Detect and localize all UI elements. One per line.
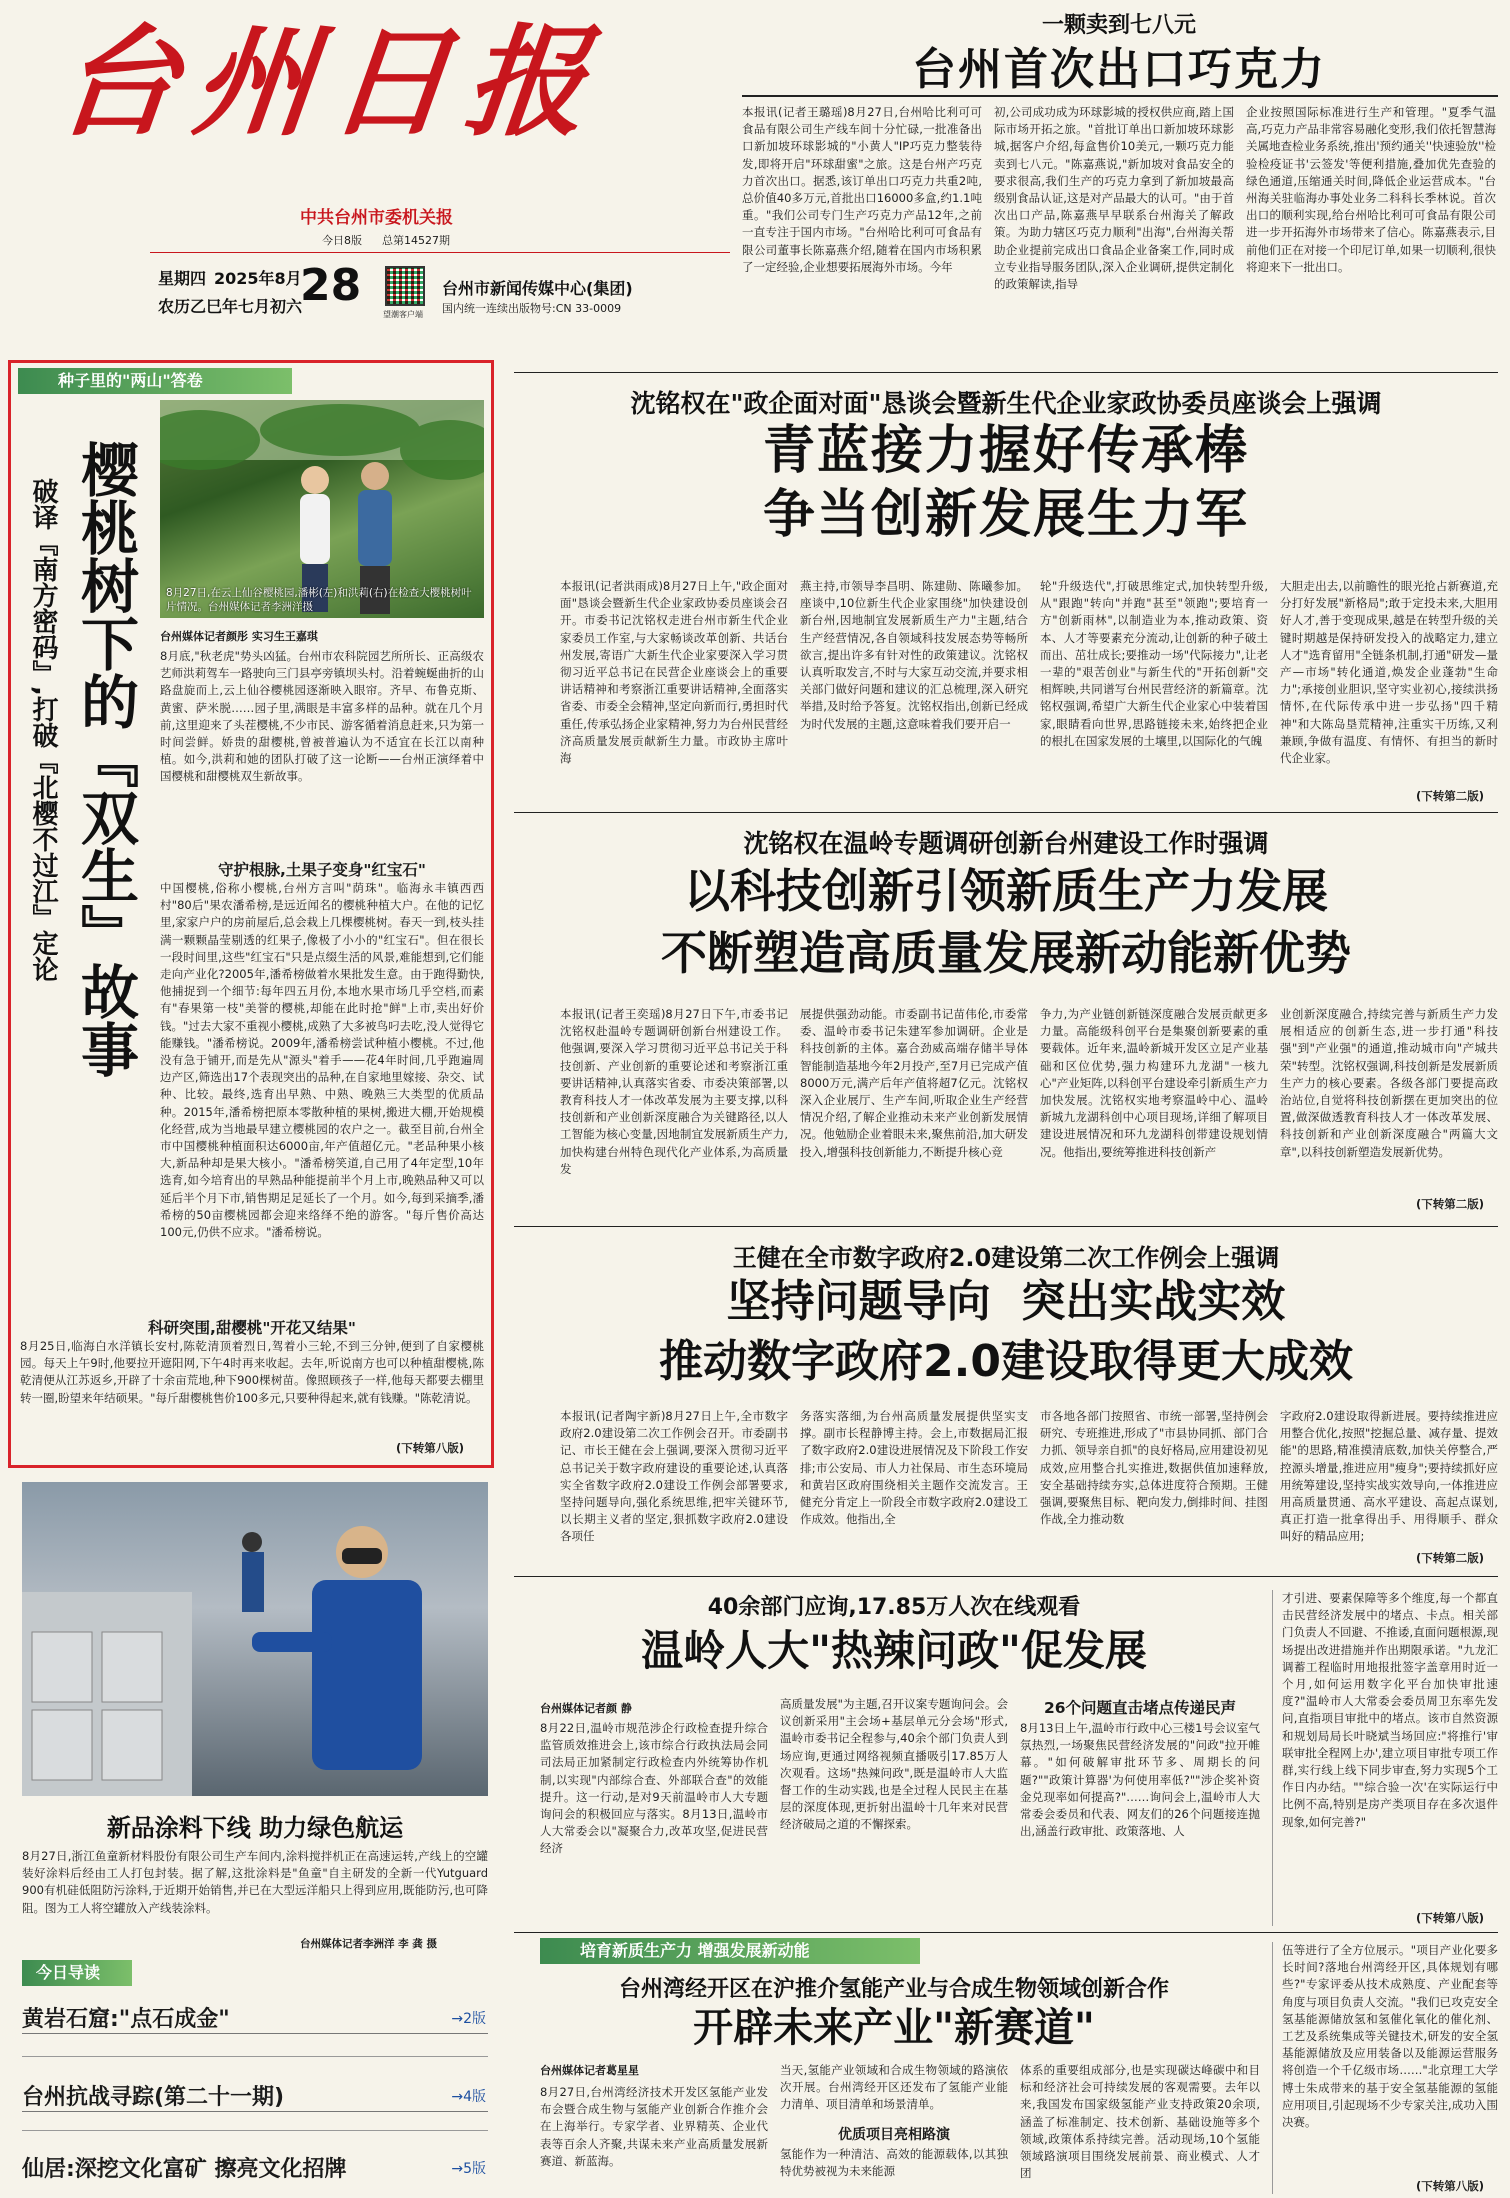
story6-banner: 培育新质生产力 增强发展新动能 <box>540 1938 920 1964</box>
issn: 国内统一连续出版物号:CN 33-0009 <box>442 302 622 315</box>
story6-col-2b: 氢能作为一种清洁、高效的能源载体,以其独特优势被视为未来能源 <box>780 2147 1008 2179</box>
story5-col-2: 高质量发展"为主题,召开议案专题询问会。会议创新采用"主会场+基层单元分会场"形式,温岭市委书记全程参与,40余个部门负责人到场应询,更通过网络视频直播吸引17.85万人次观看。这场"热辣问政",既是温岭市人大监督工作的生动实践,也是全过程人民民主在基层的深度体现,更折射出温岭十几年来对民营经济破局之道的不懈探索。 <box>780 1697 1008 1832</box>
left-feature-continued[interactable]: (下转第八版) <box>396 1441 465 1455</box>
guide-item[interactable] <box>22 1994 488 2034</box>
cherry-orchard-photo[interactable] <box>160 400 484 618</box>
top-story-col-3: 企业按照国际标准进行生产和管理。"夏季气温高,巧克力产品非常容易融化变形,我们依托智慧海关属地查检业务系统,推出'预约通关''快速验放''检验检疫证书'云签发'等便利措施,叠加优先查验的绿色通道,压缩通关时间,降低企业运营成本。"台州海关驻临海办事处业务二科科长季林说。首次出口的顺利实现,给台州哈比利可可食品有限公司进一步开拓海外市场带来了信心。陈嘉燕表示,目前他们正在对接一个印尼订单,如果一切顺利,很快将迎来下一批出口。 <box>1246 105 1496 274</box>
section2-title: 科研突围,甜樱桃"开花又结果" <box>147 1319 357 1337</box>
guide-item-page[interactable]: →5版 <box>451 2161 486 2177</box>
story2-col-4: 大胆走出去,以前瞻性的眼光抢占新赛道,充分打好发展"新格局";敢于定投未来,大胆用好人才,善于变现成果,越是在转型升级的关键时期越是保持研发投入的战略定力,建立人才"选育留用"全链条机制,打通"研发—量产—市场"转化通道,焕发企业蓬勃"生命力";承接创业胆识,坚守实业初心,接续洪扬情怀,在代际传承中进一步弘扬"四千精神"和大陈岛垦荒精神,注重实干历练,又利兼顾,争做有温度、有情怀、有担当的新时代企业家。 <box>1280 579 1498 766</box>
weekday: 星期四 <box>158 269 207 288</box>
story3-continued[interactable]: (下转第二版) <box>1416 1197 1485 1211</box>
left-feature-banner: 种子里的"两山"答卷 <box>18 368 292 394</box>
publisher: 台州市新闻传媒中心(集团) <box>442 279 633 298</box>
masthead-title: 台州日报 <box>50 14 610 153</box>
story6-continued[interactable]: (下转第八版) <box>1416 2179 1485 2193</box>
section1-title: 守护根脉,土果子变身"红宝石" <box>217 861 427 879</box>
factory-scene-illustration <box>22 1482 488 1796</box>
top-story-col-2: 初,公司成功成为环球影城的授权供应商,踏上国际市场开拓之旅。"首批订单出口新加坡环球影城,据客户介绍,每盒售价10美元,一颗巧克力能卖到七八元。"陈嘉燕说,"新加坡对食品安全的要求很高,我们生产的巧克力拿到了新加坡最高级别食品认证,这是对产品最大的认可。"由于首次出口产品,陈嘉燕早早联系台州海关了解政策。为助力辖区巧克力顺利"出海",台州海关帮助企业提前完成出口食品企业备案工作,同时成立专业指导服务团队,深入企业调研,提供定制化的政策解读,指导 <box>994 105 1234 292</box>
story3-col-4: 业创新深度融合,持续完善与新质生产力发展相适应的创新生态,进一步打通"科技强"到"产业强"的通道,推动城市向"产城共荣"转型。沈铭权强调,科技创新是发展新质生产力的核心要素。各级各部门要提高政治站位,自觉将科技创新摆在更加突出的位置,做深做透教育科技人才一体改革发展、科技创新和产业创新深度融合"两篇大文章",以科技创新塑造发展新优势。 <box>1280 1007 1498 1159</box>
story5-headline: 温岭人大"热辣问政"促发展 <box>641 1626 1147 1675</box>
story4-col-4: 字政府2.0建设取得新进展。要持续推进应用整合优化,按照"挖掘总量、减存量、提效能"的思路,精准摸清底数,加快关停整合,严控源头增量,推进应用"瘦身";要持续抓好应用统筹建设,坚持实战实效导向,一体推进应用高质量贯通、高水平建设、高起点谋划,真正打造一批拿得出手、用得顺手、群众叫好的精品应用; <box>1280 1409 1498 1544</box>
story5-col-1: 8月22日,温岭市规范涉企行政检查提升综合监管质效推进会上,该市综合行政执法局会同司法局正加紧制定行政检查内外统筹协作机制,以实现"内部综合查、外部联合查"的效能提升。这一行动,是对9天前温岭市人大专题询问会的积极回应与落实。8月13日,温岭市人大常委会以"凝聚合力,改革攻坚,促进民营经济 <box>540 1721 768 1856</box>
story3-headline-2: 不断塑造高质量发展新动能新优势 <box>661 926 1351 980</box>
issue-date: 2025年8月 <box>214 269 302 288</box>
story2-col-3: 轮"升级迭代",打破思维定式,加快转型升级,从"跟跑"转向"并跑"甚至"领跑";要培育一方"创新雨林",以制造业为本,推动政策、资本、人才等要素充分流动,让创新的种子破土而出、茁壮成长;要推动一场"代际接力",让老一辈的"艰苦创业"与新生代的"开拓创新"交相辉映,共同谱写台州民营经济的新篇章。沈铭权强调,希望广大新生代企业家心中装着国家,眼睛看向世界,思路链接未来,始终把企业的根扎在国家发展的土壤里,以国际化的气魄 <box>1040 579 1268 748</box>
story3-kicker: 沈铭权在温岭专题调研创新台州建设工作时强调 <box>743 829 1269 858</box>
story4-headline-2: 推动数字政府2.0建设取得更大成效 <box>659 1336 1353 1387</box>
story6-col-2: 当天,氢能产业领域和合成生物领域的路演依次开展。台州湾经开区还发布了氢能产业能力清单、项目清单和场景清单。 <box>780 2063 1008 2112</box>
story5-continued[interactable]: (下转第八版) <box>1416 1911 1485 1925</box>
top-story-headline: 台州首次出口巧克力 <box>912 44 1326 95</box>
story5-kicker: 40余部门应询,17.85万人次在线观看 <box>707 1595 1081 1620</box>
story3-col-1: 本报讯(记者王奕瑶)8月27日下午,市委书记沈铭权赴温岭专题调研创新台州建设工作。他强调,要深入学习贯彻习近平总书记关于科技创新、产业创新的重要论述和考察浙江重要讲话精神,认真落实省委、市委决策部署,以教育科技人才一体改革发展为主要支撑,以科技创新和产业创新深度融合为关键路径,以人工智能为核心变量,因地制宜发展新质生产力,加快构建台州特色现代化产业体系,为高质量发 <box>560 1007 788 1176</box>
photo-caption: 8月27日,在云上仙谷樱桃园,潘彬(左)和洪莉(右)在检查大樱桃树叶片情况。台州媒体记者李洲洋摄 <box>166 587 472 613</box>
left-feature-intro: 8月底,"秋老虎"势头凶猛。台州市农科院园艺所所长、正高级农艺师洪莉驾车一路驶向三门县亭旁镇坝头村。沿着蜿蜒曲折的山路盘旋而上,云上仙谷樱桃园逐渐映入眼帘。齐早、布鲁克斯、黄蜜、萨米脱……园子里,满眼是丰富多样的品种。就在几个月前,这里迎来了头茬樱桃,不少市民、游客循着消息赶来,只为第一时间尝鲜。娇贵的甜樱桃,曾被普遍认为不适宜在长江以南种植。如今,洪莉和她的团队打破了这一论断——台州正演绎着中国樱桃和甜樱桃双生新故事。 <box>160 649 484 784</box>
masthead-subtitle: 中共台州市委机关报 <box>300 208 453 228</box>
masthead <box>0 0 740 375</box>
guide-item-title: 台州抗战寻踪(第二十一期) <box>22 2085 285 2110</box>
left-feature-byline: 台州媒体记者颜彤 实习生王嘉琪 <box>160 630 318 643</box>
issue-day: 28 <box>300 260 362 311</box>
qr-code-icon[interactable] <box>385 266 425 306</box>
left-feature-subheadline: 破译『南方密码』,打破『北樱不过江』定论 <box>28 478 58 982</box>
story2-col-2: 燕主持,市领导李昌明、陈建勋、陈曦参加。座谈中,10位新生代企业家围绕"加快建设创新台州,因地制宜发展新质生产力"主题,结合生产经营情况,各自领域科技发展态势等畅所欲言,提出许多有针对性的政策建议。沈铭权认真听取发言,不时与大家互动交流,并要求相关部门做好问题和建议的汇总梳理,深入研究举措,及时给予答复。沈铭权指出,创新已经成为时代发展的主题,这意味着我们要开启一 <box>800 579 1028 731</box>
story6-kicker: 台州湾经开区在沪推介氢能产业与合成生物领域创新合作 <box>618 1977 1169 2002</box>
story6-col-4: 伍等进行了全方位展示。"项目产业化要多长时间?落地台州湾经开区,具体规划有哪些?"专家评委从技术成熟度、产业配套等角度与项目负责人交流。"我们已攻克安全氢基能源储放氢和氢催化氧化的催化剂、工艺及系统集成等关键技术,研发的安全氢基能源储放及应用装备以及能源运营服务将创造一个千亿级市场……"北京理工大学博士朱成带来的基于安全氢基能源的氢能应用项目,引起现场不少专家关注,成功入围决赛。 <box>1282 1943 1498 2130</box>
coating-credit: 台州媒体记者李洲洋 李 龚 摄 <box>300 1938 437 1950</box>
story6-headline: 开辟未来产业"新赛道" <box>693 2005 1095 2051</box>
story2-kicker: 沈铭权在"政企面对面"恳谈会暨新生代企业家政协委员座谈会上强调 <box>630 389 1382 418</box>
qr-caption: 望潮客户端 <box>383 310 423 319</box>
coating-factory-photo[interactable] <box>22 1482 488 1796</box>
story6-section-title: 优质项目亮相路演 <box>838 2127 950 2143</box>
story2-headline-1: 青蓝接力握好传承棒 <box>762 421 1249 481</box>
story3-col-3: 争力,为产业链创新链深度融合发展贡献更多力量。高能级科创平台是集聚创新要素的重要载体。近年来,温岭新城开发区立足产业基础和区位优势,强力构建环九龙湖"一核九心"产业矩阵,以科创平台建设牵引新质生产力加快发展。沈铭权实地考察温岭中心、温岭新城九龙湖科创中心项目现场,详细了解项目建设进展情况和环九龙湖科创带建设规划情况。他指出,要统筹推进科技创新产 <box>1040 1007 1268 1159</box>
story5-section-title: 26个问题直击堵点传递民声 <box>1043 1699 1237 1717</box>
section2-body: 8月25日,临海白水洋镇长安村,陈乾清顶着烈日,驾着小三轮,不到三分钟,便到了自家樱桃园。每天上午9时,他要拉开遮阳网,下午4时再来收起。去年,听说南方也可以种植甜樱桃,陈乾清便从江苏返乡,开辟了十余亩荒地,种下900棵树苗。像照顾孩子一样,他每天都要去棚里转一圈,盼望来年结硕果。"每斤甜樱桃售价100多元,只要种得起来,就有钱赚。"陈乾清说。 <box>20 1339 484 1405</box>
story4-kicker: 王健在全市数字政府2.0建设第二次工作例会上强调 <box>732 1244 1280 1272</box>
story6-col-3: 体系的重要组成部分,也是实现碳达峰碳中和目标和经济社会可持续发展的客观需要。去年以来,我国发布国家级氢能产业支持政策20余项,涵盖了标准制定、技术创新、基础设施等多个领域,政策体系持续完善。活动现场,10个氢能领域路演项目围绕发展前景、商业模式、人才团 <box>1020 2063 1260 2181</box>
story5-byline: 台州媒体记者颜 静 <box>540 1702 632 1715</box>
story6-col-1: 8月27日,台州湾经济技术开发区氢能产业发布会暨合成生物与氢能产业创新合作推介会在上海举行。专家学者、业界精英、企业代表等百余人齐聚,共谋未来产业高质量发展新赛道、新蓝海。 <box>540 2085 768 2168</box>
story6-byline: 台州媒体记者葛星星 <box>540 2064 639 2077</box>
story2-continued[interactable]: (下转第二版) <box>1416 789 1485 803</box>
story4-headline-1: 坚持问题导向 突出实战实效 <box>726 1276 1286 1327</box>
guide-item-page[interactable]: →4版 <box>451 2089 486 2105</box>
story2-headline-2: 争当创新发展生力军 <box>762 485 1249 545</box>
top-story-kicker: 一颗卖到七八元 <box>1042 13 1197 38</box>
story4-col-1: 本报讯(记者陶宇新)8月27日上午,全市数字政府2.0建设第二次工作例会召开。市委副书记、市长王健在会上强调,要深入贯彻习近平总书记关于数字政府建设的重要论述,认真落实全省数字政府2.0建设工作例会部署要求,坚持问题导向,强化系统思维,把牢关键环节,以长期主义者的坚定,狠抓数字政府2.0建设各项任 <box>560 1409 788 1544</box>
story5-col-4: 才引进、要素保障等多个维度,每一个都直击民营经济发展中的堵点、卡点。相关部门负责人不回避、不推诿,直面问题根源,现场提出改进措施并作出期限承诺。"九龙汇调蓄工程临时用地报批签字盖章用时近一个月,如何运用数字化平台加快审批速度?"温岭市人大常委会委员周卫东率先发问,直指项目审批中的堵点。该市自然资源和规划局局长叶晓斌当场回应:"将推行'审联审批全程网上办',建立项目审批专项工作群,实行线上线下同步审查,努力实现5个工作日内办结。""综合验一次'在实际运行中比例不高,特别是房产类项目存在多次退件现象,如何完善?" <box>1282 1591 1498 1829</box>
story3-col-2: 展提供强劲动能。市委副书记苗伟伦,市委常委、温岭市委书记朱建军参加调研。企业是科技创新的主体。嘉合劲威高端存储半导体智能制造基地今年2月投产,至7月已完成产值8000万元,满产后年产值将超7亿元。沈铭权深入企业展厅、生产车间,听取企业生产经营情况介绍,了解企业推动未来产业创新发展情况。他勉励企业着眼未来,聚焦前沿,加大研发投入,增强科技创新能力,不断提升核心竞 <box>800 1007 1028 1159</box>
edition-count: 今日8版 <box>322 234 362 247</box>
coating-headline: 新品涂料下线 助力绿色航运 <box>106 1814 404 1842</box>
guide-item[interactable] <box>22 2072 488 2112</box>
guide-item-page[interactable]: →2版 <box>451 2011 486 2027</box>
guide-banner: 今日导读 <box>22 1960 132 1986</box>
story4-continued[interactable]: (下转第二版) <box>1416 1551 1485 1565</box>
guide-item-title: 仙居:深挖文化富矿 擦亮文化招牌 <box>22 2157 347 2182</box>
story3-headline-1: 以科技创新引领新质生产力发展 <box>684 864 1328 918</box>
left-feature-headline: 樱桃树下的『双生』故事 <box>71 440 139 1078</box>
story4-col-3: 市各地各部门按照省、市统一部署,坚持例会研究、专班推进,形成了"市县协同抓、部门合力抓、领导亲自抓"的良好格局,应用建设初见成效,应用整合扎实推进,数据供值加速释放,安全基础持续夯实,总体进度符合预期。王健强调,要聚焦目标、靶向发力,倒排时间、挂图作战,全力推动数 <box>1040 1409 1268 1527</box>
serial-number: 总第14527期 <box>382 234 450 247</box>
story5-col-3: 8月13日上午,温岭市行政中心三楼1号会议室气氛热烈,一场聚焦民营经济发展的"问政"拉开帷幕。"如何破解审批环节多、周期长的问题?""政策计算器'为何使用率低?""涉企奖补资金兑现率如何提高?"……询问会上,温岭市人大常委会委员和代表、网友们的26个问题接连抛出,涵盖行政审批、政策落地、人 <box>1020 1721 1260 1839</box>
section1-body: 中国樱桃,俗称小樱桃,台州方言叫"荫珠"。临海永丰镇西西村"80后"果农潘希榜,是远近闻名的樱桃种植大户。在他的记忆里,家家户户的房前屋后,总会栽上几棵樱桃树。春天一到,枝头挂满一颗颗晶莹剔透的红果子,像极了小小的"红宝石"。但在很长一段时间里,这些"红宝石"只是点缀生活的风景,难能想到,它们能走向产业化?2005年,潘希榜做着水果批发生意。由于跑得勤快,他捕捉到一个细节:每年四五月份,本地水果市场几乎空档,而素有"春果第一枝"美誉的樱桃,却能在此时抢"鲜"上市,卖出好价钱。"过去大家不重视小樱桃,成熟了大多被鸟叼去吃,没人觉得它能赚钱。"潘希榜说。2009年,潘希榜尝试种植小樱桃。不过,他没有急于铺开,而是先从"源头"着手——花4年时间,几乎跑遍周边产区,筛选出17个表现突出的品种,在自家地里嫁接、杂交、试种、比较。最终,选育出早熟、中熟、晚熟三大类型的优质品种。2015年,潘希榜把原本零散种植的果树,搬进大棚,开始规模化经营,成为当地最早建立樱桃园的农户之一。截至目前,台州全市中国樱桃种植面积达6000亩,年产值超亿元。"老品种果小核大,新品种却是果大核小。"潘希榜笑道,自己用了4年定型,10年选育,如今培育出的早熟品种能提前半个月上市,晚熟品种又可以延后半个月下市,销售期足足延长了一个月。如今,每到采摘季,潘希榜的50亩樱桃园都会迎来络绎不绝的游客。"每斤售价高达100元,仍供不应求。"潘希榜说。 <box>160 881 484 1240</box>
guide-item-title: 黄岩石窟:"点石成金" <box>22 2007 230 2032</box>
story2-col-1: 本报讯(记者洪雨成)8月27日上午,"政企面对面"恳谈会暨新生代企业家政协委员座谈会召开。市委书记沈铭权走进台州市新生代企业家委员工作室,与大家畅谈改革创新、共话台州发展,寄语广大新生代企业家要深入学习贯彻习近平总书记在民营企业座谈会上的重要讲话精神和考察浙江重要讲话精神,全面落实省委、市委全会精神,坚定向新而行,勇担时代重任,传承弘扬企业家精神,努力为台州民营经济高质量发展贡献新生力量。市政协主席叶海 <box>560 579 788 766</box>
top-story-col-1: 本报讯(记者王璐瑶)8月27日,台州哈比利可可食品有限公司生产线车间十分忙碌,一批准备出口新加坡环球影城的"小黄人"IP巧克力整装待发,即将开启"环球甜蜜"之旅。这是台州产巧克力首次出口。据悉,该订单出口巧克力共重2吨,总价值40多万元,首批出口16000多盒,约1.1吨重。"我们公司专门生产巧克力产品12年,之前一直专注于国内市场。"台州哈比利可可食品有限公司董事长陈嘉燕介绍,随着在国内市场积累了一定经验,企业想要拓展海外市场。今年 <box>742 105 982 274</box>
coating-body: 8月27日,浙江鱼童新材料股份有限公司生产车间内,涂料搅拌机正在高速运转,产线上的空罐装好涂料后经由工人打包封装。据了解,这批涂料是"鱼童"自主研发的全新一代Yutguard 900有机硅低阻防污涂料,于近期开始销售,并已在大型远洋船只上得到应用,既能防污,也可降阻。图为工人将空罐放入产线装涂料。 <box>22 1849 488 1915</box>
lunar-date: 农历乙巳年七月初六 <box>158 297 303 316</box>
story4-col-2: 务落实落细,为台州高质量发展提供坚实支撑。副市长程静博主持。会上,市数据局汇报了数字政府2.0建设进展情况及下阶段工作安排;市公安局、市人力社保局、市生态环境局和黄岩区政府围绕相关主题作交流发言。王健充分肯定上一阶段全市数字政府2.0建设工作成效。他指出,全 <box>800 1409 1028 1527</box>
guide-item[interactable] <box>22 2144 488 2184</box>
